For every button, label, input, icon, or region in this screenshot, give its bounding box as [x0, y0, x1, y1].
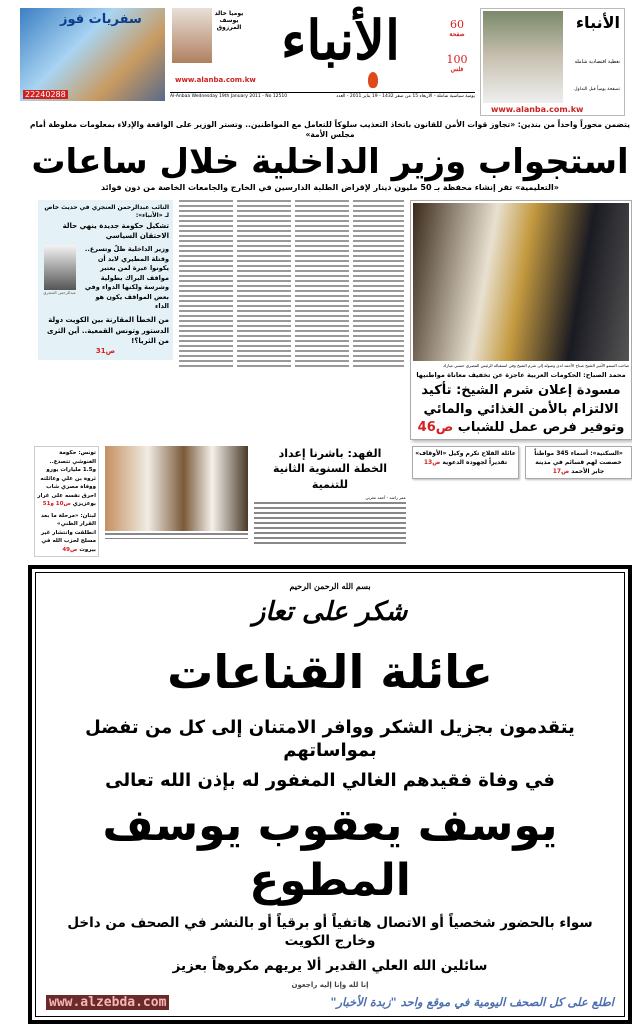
- ceremony-block: [105, 446, 248, 539]
- news-boxes: [412, 446, 632, 479]
- flame-icon: [368, 72, 378, 88]
- interview-photo-block: [42, 245, 76, 295]
- summit-story[interactable]: [410, 200, 632, 440]
- interview-headline: تشكيل حكومة جديدة ينهي حالة الاحتقان السياسي: [62, 222, 169, 241]
- interview-quote-2: مواقف البراك بطولية وشرسة ولكنها الدواء وفي بعض المواقف يكون هو الداء: [84, 273, 169, 310]
- closing-phrase: إنا لله وإنا إليه راجعون: [291, 980, 369, 989]
- travel-ad[interactable]: [20, 8, 165, 101]
- travel-ad-title: سفريات فوز: [60, 12, 142, 27]
- page-count: 60 صفحة: [449, 18, 465, 38]
- site-url[interactable]: www.alanba.com.kw: [175, 76, 256, 84]
- housing-box[interactable]: «السكنية»: أسماء 345 مواطناً خصصت لهم قسائم في مدينة جابر الأحمد ص17: [525, 446, 632, 479]
- interview-sidebar[interactable]: [38, 200, 173, 360]
- ceremony-photo: [105, 446, 248, 531]
- interview-photo-caption: عبدالرحمن العنجري: [43, 290, 76, 296]
- brief-tunisia[interactable]: تونس: حكومة الغنوشي تتصدع.. و1.5 مليارات يورو ثروة بن علي وعائلته ووفاة مصري شاب احرق نفسه على غرار بوعزيزي ص10 و51: [37, 450, 96, 508]
- briefs-column: [34, 446, 99, 557]
- economy-ad-tagline: تغطية اقتصادية شاملة: [574, 59, 620, 65]
- fahad-story[interactable]: [254, 446, 406, 547]
- watermark-slogan: اطلع على كل الصحف اليومية في موقع واحد "زبدة الأخبار": [330, 995, 614, 1010]
- ceremony-caption: [105, 533, 248, 539]
- lead-block: [28, 120, 632, 194]
- economy-ad-url[interactable]: www.alanba.com.kw: [491, 105, 584, 114]
- fahad-body-text: [254, 502, 406, 547]
- summit-headline: مسودة إعلان شرم الشيخ: تأكيد الالتزام بالأمن الغذائي والمائي وتوفير فرص عمل للشباب ص46: [417, 383, 625, 435]
- summit-photo: [413, 203, 629, 361]
- family-name: عائلة القناعات: [167, 645, 493, 700]
- economy-ad-sub: تصفحة يومياً قبل التداول: [574, 87, 620, 92]
- newspaper-logo: الأنباء: [281, 8, 400, 72]
- condolence-title: شكر على تعاز: [252, 597, 408, 628]
- lead-kicker: يتضمن محوراً واحداً من بندين: «تجاوز قوات الأمن للقانون باتخاذ التعذيب سلوكاً للتعامل مع المواطنين.. وتستر الوزير على الواقعة والإدلاء بمعلومات مغلوطة أمام مجلس الأمة»: [30, 120, 630, 140]
- fahad-byline: عمر راشد - أحمد مغربي: [365, 495, 406, 501]
- deceased-name: يوسف يعقوب يوسف المطوع: [102, 800, 558, 907]
- watermark-site[interactable]: www.alzebda.com: [46, 995, 169, 1010]
- columnist-name: يوميا خالد يوسف المرزوق: [214, 10, 244, 31]
- basmala: بسم الله الرحمن الرحيم: [289, 581, 371, 592]
- interview-intro: النائب عبدالرحمن العنجري في حديث خاص لـ «الأنباء»:: [44, 203, 169, 220]
- summit-photo-caption: صاحب السمو الأمير الشيخ صباح الأحمد لدى وصوله إلى شرم الشيخ وفي استقباله الرئيس المصري حسني مبارك: [443, 362, 629, 368]
- condolence-line-3: سواء بالحضور شخصياً أو الاتصال هاتفياً أو برقياً أو بالنشر في الصحف من داخل وخارج الكويت: [67, 915, 593, 950]
- lead-subhead[interactable]: «التعليمية» تقر إنشاء محفظة بـ 50 مليون دينار لإقراض الطلبة الدارسين في الخارج والجامعات الخاصة من دون فوائد: [101, 183, 559, 192]
- bottom-row: [28, 446, 632, 557]
- economy-ad-photo: [483, 11, 563, 103]
- interview-quote-3: من الخطأ المقارنة بين الكويت دولة الدستور وتونس القمعية.. أين الثرى من الثريا؟!: [47, 316, 169, 345]
- condolence-ad: [28, 565, 632, 1024]
- condolence-line-2: في وفاة فقيدهم الغالي المغفور له بإذن الله تعالى: [105, 769, 555, 791]
- watermark-bar: [46, 995, 614, 1010]
- economy-ad-logo: الأنباء: [575, 13, 620, 32]
- awqaf-box[interactable]: عائلة الفلاح تكرم وكيل «الأوقاف» تقديراً لجهوده الدعوية ص13: [412, 446, 519, 479]
- lead-headline[interactable]: استجواب وزير الداخلية خلال ساعات: [31, 141, 629, 182]
- columnist-photo: [172, 8, 212, 63]
- brief-lebanon[interactable]: لبنان: «مرحلة ما بعد القرار الظني» انطلقت وانتشار غير مسلح لحزب الله في بيروت ص49: [40, 512, 96, 553]
- condolence-line-4: سائلين الله العلي القدير ألا يريهم مكروهاً بعزيز: [172, 957, 488, 974]
- lead-body-text: [179, 200, 404, 370]
- summit-kicker: محمد الصباح: الحكومات العربية عاجزة عن تخفيف معاناة مواطنيها: [416, 371, 626, 380]
- summit-page-ref: ص46: [417, 419, 454, 435]
- dateline: يومية سياسية شاملة - الأربعاء 15 من صفر 1432 - 19 يناير 2011 - العدد Al-Anbaa Wednesday 19th January 2011 - No 12510: [170, 94, 475, 99]
- condolence-line-1: يتقدمون بجزيل الشكر ووافر الامتنان إلى كل من تفضل بمواساتهم: [85, 716, 575, 762]
- interview-photo: [44, 245, 76, 290]
- economy-ad[interactable]: [480, 8, 625, 116]
- travel-ad-phone: 22240288: [25, 90, 66, 99]
- masthead: [170, 8, 475, 118]
- price: 100 فلس: [446, 53, 468, 73]
- interview-page-ref: ص31: [95, 346, 116, 355]
- fahad-headline: الفهد: باشرنا إعداد الخطة السنوية الثانية للتنمية: [273, 447, 387, 491]
- interview-quote-1: وزير الداخلية ظلّ وتسرع.. وقتلة المطيري لابد أن يكونوا عبرة لمن يعتبر: [84, 245, 169, 273]
- middle-row: [28, 200, 632, 440]
